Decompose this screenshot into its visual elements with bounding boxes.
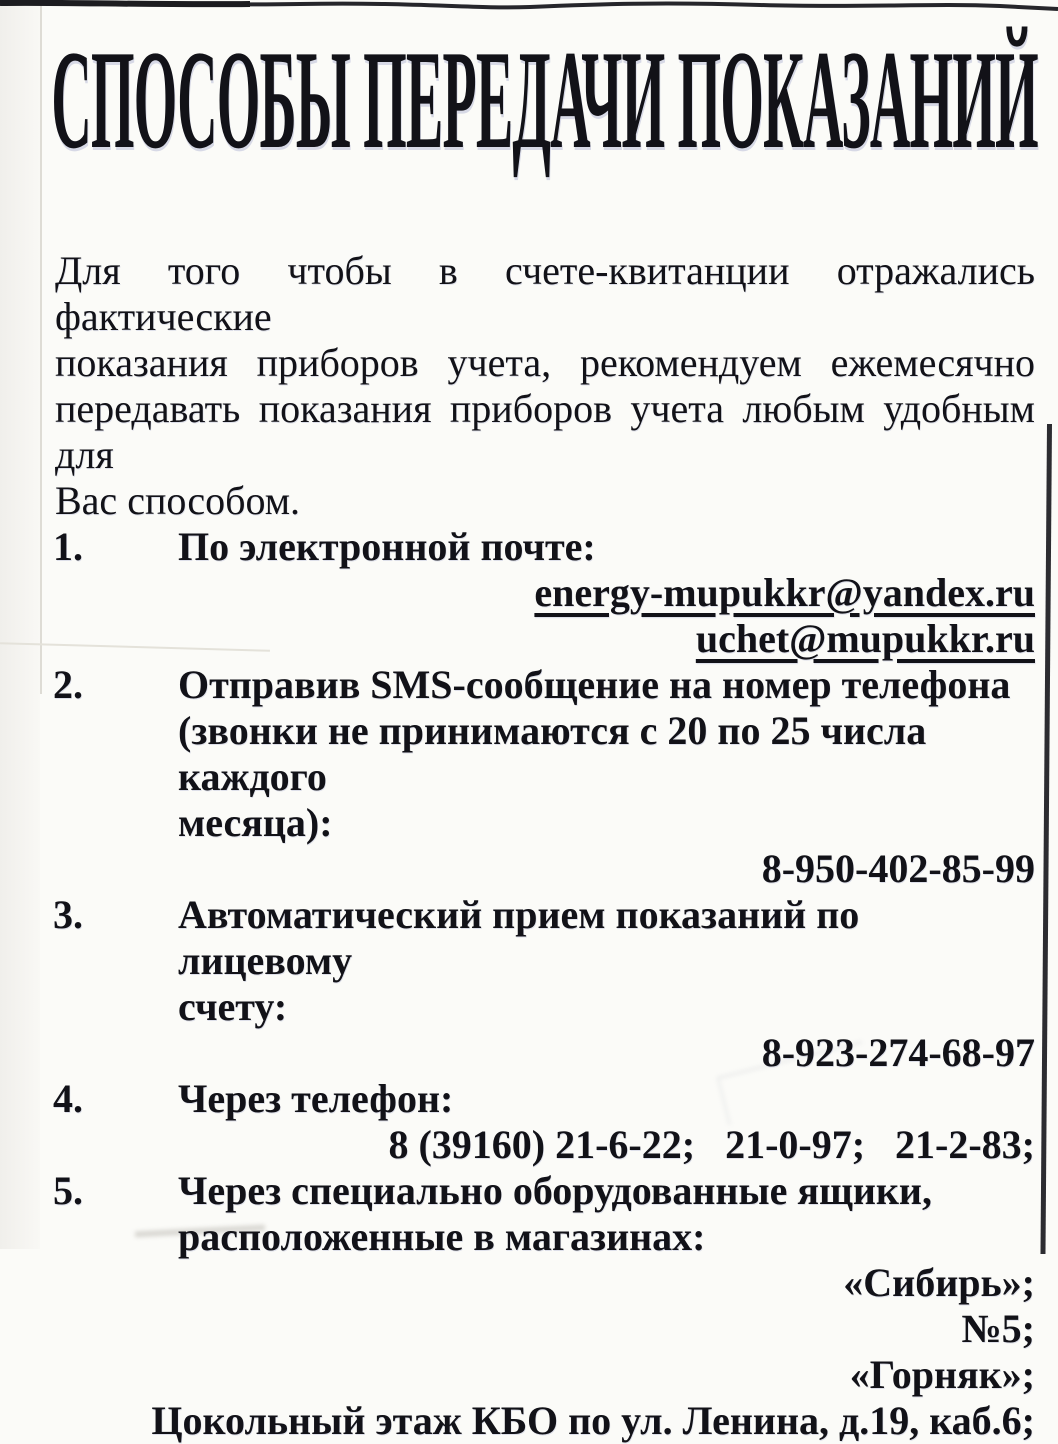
list-number: 2. [53,662,83,707]
intro-line: показания приборов учета, рекомендуем ежемесячно [55,340,1035,385]
list-item-phone [55,1076,1035,1122]
list-number: 1. [53,524,83,569]
list-item-label: Через телефон: [178,1076,454,1121]
location-name: «Сибирь»; [843,1260,1035,1305]
list-number: 4. [53,1076,83,1121]
list-item-label: Отправив SMS-сообщение на номер телефона [178,662,1011,707]
intro-paragraph [55,248,1035,524]
list-item-sms [55,662,1035,846]
phone-numbers: 8 (39160) 21-6-22; 21-0-97; 21-2-83; [388,1122,1035,1167]
list-item-boxes [55,1168,1035,1260]
list-item-label: По электронной почте: [178,524,596,569]
location-address: Цокольный этаж КБО по ул. Ленина, д.19, каб.6; [151,1398,1035,1443]
list-item-label: Через специально оборудованные ящики, [178,1168,932,1213]
page-title: СПОСОБЫ ПЕРЕДАЧИ ПОКАЗАНИЙ [51,23,1039,180]
phone-number: 8-923-274-68-97 [761,1030,1035,1075]
list-item-label: (звонки не принимаются с 20 по 25 числа каждого [178,708,927,799]
title-block [51,23,1039,188]
list-number: 3. [53,892,83,937]
list-item-auto [55,892,1035,1030]
intro-line: Вас способом. [55,478,300,523]
list-item-label: Автоматический прием показаний по лицевому [178,892,860,983]
list-item-label: расположенные в магазинах: [178,1214,706,1259]
location-name: №5; [961,1306,1035,1351]
phone-number: 8-950-402-85-99 [761,846,1035,891]
list-item-label: счету: [178,984,288,1029]
list-number: 5. [53,1168,83,1213]
list-item-label: месяца): [178,800,333,845]
intro-line: передавать показания приборов учета любым удобным для [55,386,1035,477]
list-item-email [55,524,1035,570]
intro-line: Для того чтобы в счете-квитанции отражались фактические [55,248,1035,339]
location-name: «Горняк»; [849,1352,1035,1397]
methods-list [55,524,1035,1444]
email-address: energy-mupukkr@yandex.ru [534,570,1035,615]
email-address: uchet@mupukkr.ru [695,616,1035,661]
